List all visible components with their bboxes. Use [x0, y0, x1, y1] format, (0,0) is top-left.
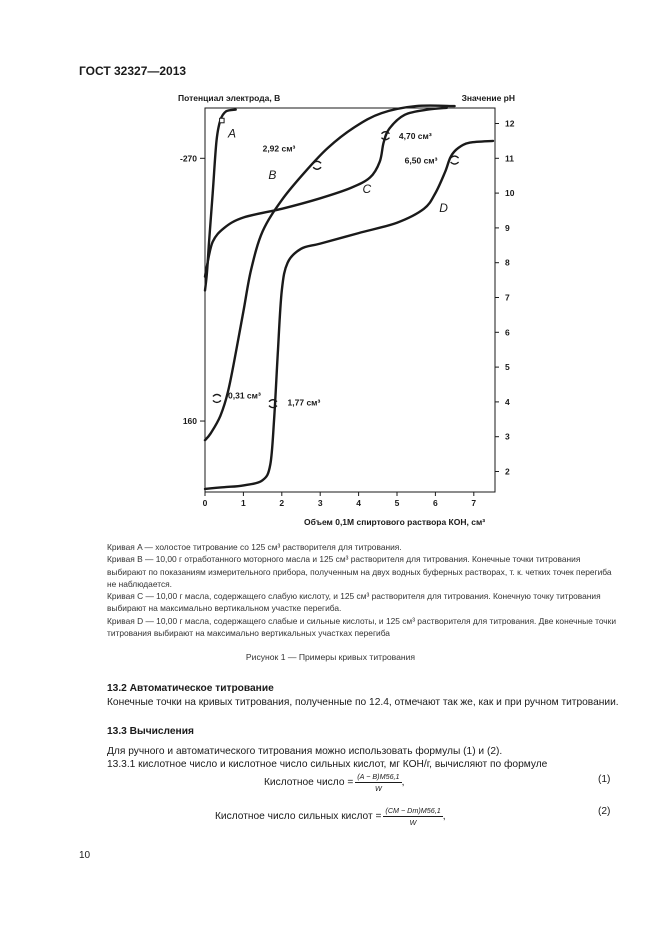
legend-curve-b: Кривая B — 10,00 г отработанного моторного масла и 125 см³ растворителя для титрования. Конечные точки титрования выбирают по показаниям измерительного прибора, полученным на двух водных буферных растворах, т. к. четких точек перегиба не наблюдается. — [107, 554, 612, 589]
formula-2-tail: , — [442, 811, 446, 823]
formula-2-fraction — [383, 806, 442, 827]
plot-frame — [205, 108, 495, 492]
section-13-3-1-para: 13.3.1 кислотное число и кислотное число сильных кислот, мг КОН/г, вычисляют по формуле — [107, 759, 548, 770]
curve-a-start-marker — [220, 118, 225, 123]
ph-tick-label: 11 — [505, 153, 514, 164]
page-number: 10 — [79, 850, 91, 861]
y-axis-right-label: Значение pH — [461, 93, 515, 103]
ph-tick-label: 10 — [505, 188, 515, 199]
x-tick-label: 6 — [433, 498, 438, 508]
ph-tick-label: 4 — [505, 396, 510, 407]
legend-curve-c: Кривая C — 10,00 г масла, содержащего слабую кислоту, и 125 см³ растворителя для титрования. Конечную точку титрования выбирают на максимально вертикальном участке перегиба. — [107, 591, 601, 614]
endpoint-label: 2,92 см³ — [262, 143, 296, 154]
ph-tick-label: 7 — [505, 292, 510, 303]
figure-title: Рисунок 1 — Примеры кривых титрования — [245, 652, 416, 662]
y-axis-left-label: Потенциал электрода, В — [178, 93, 281, 103]
curve-label-c: C — [362, 182, 372, 197]
x-tick-label: 3 — [317, 498, 323, 508]
formula-2-numerator: (CM − Dm)M56,1 — [385, 806, 441, 815]
section-13-3-para-1: Для ручного и автоматического титрования можно использовать формулы (1) и (2). — [107, 746, 503, 757]
ph-tick-label: 12 — [505, 118, 515, 129]
curve-label-d: D — [439, 201, 448, 216]
ph-tick-label: 3 — [505, 431, 510, 442]
mv-tick-label: 160 — [182, 416, 197, 427]
endpoint-marker — [451, 156, 459, 164]
x-tick-label: 2 — [279, 498, 285, 508]
ph-tick-label: 8 — [505, 257, 510, 268]
curve-d — [205, 141, 493, 489]
legend-curve-d: Кривая D — 10,00 г масла, содержащего слабые и сильные кислоты, и 125 см³ растворителя для титрования. Две конечные точки титрования выбирают на максимально вертикальных участках перегиба — [107, 615, 617, 639]
formula-2-denominator: W — [409, 818, 417, 827]
figure-legend — [107, 541, 617, 639]
section-13-2-text: Конечные точки на кривых титрования, полученные по 12.4, отмечают так же, как и при ручном титровании. — [107, 697, 619, 708]
formula-2-number: (2) — [598, 806, 611, 817]
x-tick-label: 7 — [471, 498, 477, 508]
document-header: ГОСТ 32327—2013 — [79, 64, 187, 78]
titration-chart — [168, 88, 528, 528]
formula-1-tail: , — [401, 777, 405, 789]
x-tick-label: 0 — [202, 498, 208, 508]
ph-tick-label: 9 — [505, 222, 510, 233]
endpoint-marker — [213, 394, 221, 402]
formula-1-number: (1) — [598, 774, 611, 785]
endpoint-label: 6,50 см³ — [404, 155, 438, 166]
endpoint-label: 4,70 см³ — [398, 131, 432, 142]
formula-1-denominator: W — [375, 784, 382, 793]
ph-tick-label: 6 — [505, 327, 510, 338]
formula-2 — [215, 806, 446, 827]
formula-1-lhs: Кислотное число = — [264, 777, 354, 789]
curve-label-b: B — [268, 168, 277, 183]
x-tick-label: 4 — [356, 498, 361, 508]
mv-tick-label: -270 — [179, 153, 197, 164]
ph-tick-label: 2 — [505, 466, 510, 477]
endpoint-marker — [313, 161, 321, 169]
endpoint-label: 0,31 см³ — [228, 390, 261, 401]
formula-2-lhs: Кислотное число сильных кислот = — [215, 811, 382, 823]
curve-label-a: A — [228, 126, 237, 141]
endpoint-label: 1,77 см³ — [287, 397, 321, 408]
ph-tick-label: 5 — [505, 362, 510, 373]
section-13-3-title: 13.3 Вычисления — [107, 726, 194, 737]
legend-curve-a: Кривая A — холостое титрование со 125 см³ растворителя для титрования. — [107, 542, 402, 552]
x-tick-label: 1 — [241, 498, 246, 508]
x-tick-label: 5 — [394, 498, 400, 508]
formula-1-numerator: (A − B)M56,1 — [357, 772, 400, 781]
section-13-2-title: 13.2 Автоматическое титрование — [107, 683, 274, 694]
formula-1-fraction — [355, 772, 401, 793]
formula-1 — [264, 772, 404, 793]
x-axis-label: Объем 0,1М спиртового раствора КОН, см³ — [304, 517, 486, 527]
